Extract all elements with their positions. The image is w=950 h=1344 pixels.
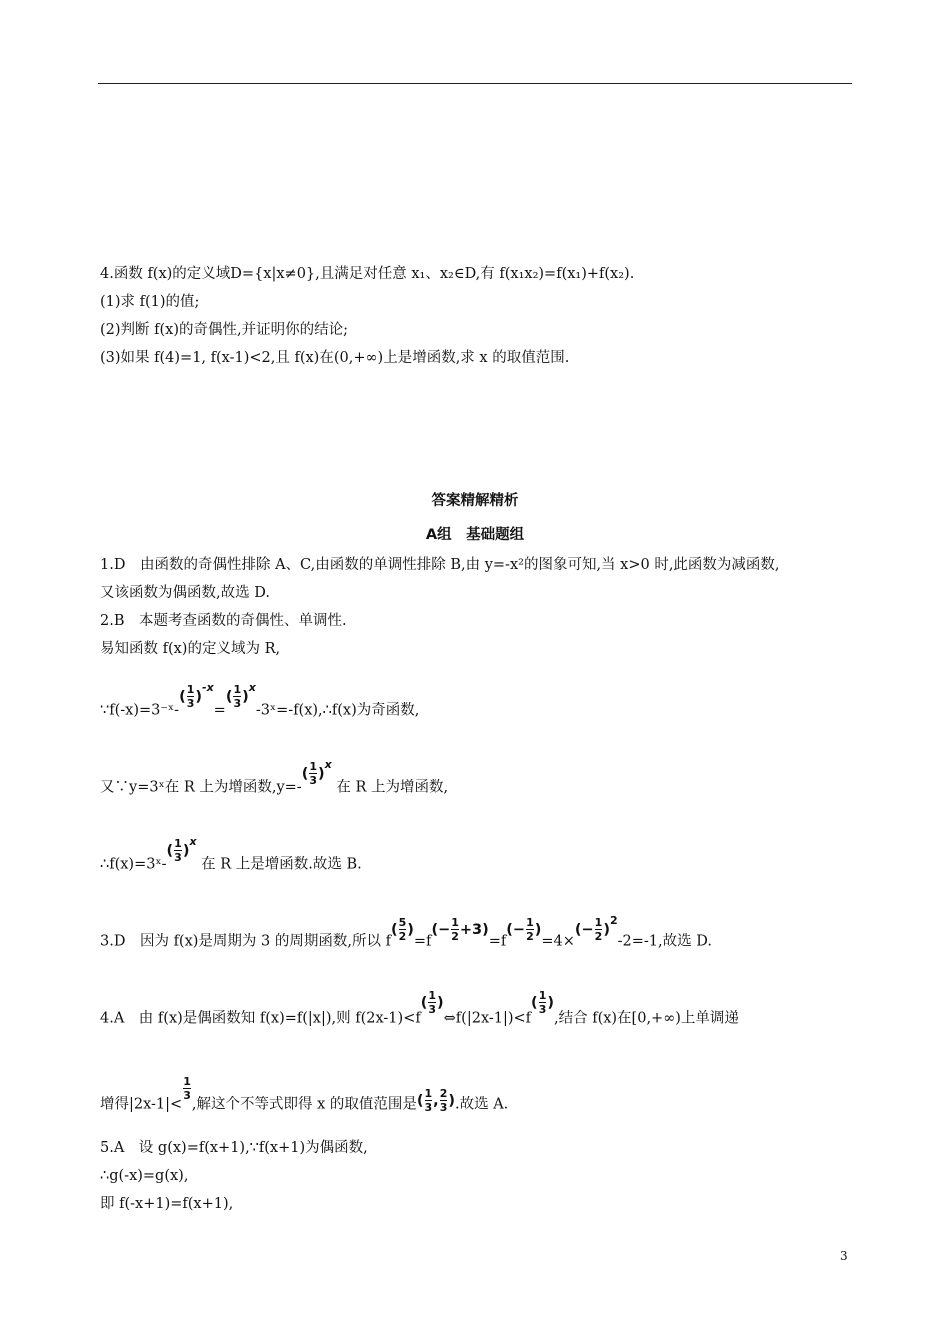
problem-4-stem: 4.函数 f(x)的定义域D={x|x≠0},且满足对任意 x₁、x₂∈D,有 f(x₁x₂)=f(x₁)+f(x₂).: [100, 266, 635, 282]
answer-5-line-2: ∴g(-x)=g(x),: [100, 1168, 189, 1184]
formula-third-pow-x: ( $\frac{1}{3}$ )$^x$: [225, 680, 256, 710]
page-number: 3: [840, 1249, 848, 1263]
formula-neg-half: (− $\frac{1}{2}$ ): [506, 916, 542, 943]
answer-4-line-1: 4.A 由 f(x)是偶函数知 f(x)=f(|x|),则 f(2x-1)<f( $\frac{1}{3}$ )⇔f(|2x-1|)<f( $\frac{1}{3}$ ),结合 f(x)在[0,+∞)上单调递: [100, 989, 739, 1027]
header-rule: [98, 83, 852, 84]
formula-third-pow-x-2: ( $\frac{1}{3}$ )$^x$: [301, 757, 332, 787]
problem-4-part-1: (1)求 f(1)的值;: [100, 294, 200, 310]
formula-one-third-2: ( $\frac{1}{3}$ ): [531, 989, 554, 1016]
formula-neg-half-squared: (− $\frac{1}{2}$ )$^2$: [574, 913, 618, 943]
answer-2-line-2: 易知函数 f(x)的定义域为 R,: [100, 641, 281, 657]
answer-1-line-1: 1.D 由函数的奇偶性排除 A、C,由函数的单调性排除 B,由 y=-x²的图象可知,当 x>0 时,此函数为减函数,: [100, 557, 780, 573]
answer-4-line-2: 增得|2x-1|< $\frac{1}{3}$ ,解这个不等式即得 x 的取值范围是( $\frac{1}{3}$ , $\frac{2}{3}$ ).故选 A.: [100, 1075, 509, 1114]
answer-2-line-5: ∴f(x)=3ˣ-( $\frac{1}{3}$ )$^x$ 在 R 上是增函数.故选 B.: [100, 834, 362, 873]
answer-3: 3.D 因为 f(x)是周期为 3 的周期函数,所以 f( $\frac{5}{2}$ )=f(− $\frac{1}{2}$ +3)=f(− $\frac{1}{2}$ )=4×(− $\frac{1}{2}$ )$^2$-2=-1,故选 D.: [100, 913, 712, 950]
problem-4-part-3: (3)如果 f(4)=1, f(x-1)<2,且 f(x)在(0,+∞)上是增函数,求 x 的取值范围.: [100, 350, 570, 366]
answer-5-line-1: 5.A 设 g(x)=f(x+1),∵f(x+1)为偶函数,: [100, 1140, 368, 1156]
formula-one-third: ( $\frac{1}{3}$ ): [420, 989, 444, 1016]
formula-third-pow-neg-x: ( $\frac{1}{3}$ )$^{-x}$: [179, 680, 214, 710]
answer-2-line-4: 又∵y=3ˣ在 R 上为增函数,y=-( $\frac{1}{3}$ )$^x$ 在 R 上为增函数,: [100, 757, 449, 796]
formula-neg-half-plus-3: (− $\frac{1}{2}$ +3): [431, 916, 489, 943]
formula-third-pow-x-3: ( $\frac{1}{3}$ )$^x$: [166, 834, 197, 864]
answer-2-line-3: ∵f(-x)=3⁻ˣ-( $\frac{1}{3}$ )$^{-x}$=( $\frac{1}{3}$ )$^x$-3ˣ=-f(x),∴f(x)为奇函数,: [100, 680, 420, 719]
answers-title: 答案精解精析: [431, 493, 519, 509]
formula-interval-third-two-thirds: ( $\frac{1}{3}$ , $\frac{2}{3}$ ): [416, 1087, 455, 1114]
group-heading: A组 基础题组: [425, 527, 525, 543]
answer-2-line-1: 2.B 本题考查函数的奇偶性、单调性.: [100, 613, 347, 629]
answer-1-line-2: 又该函数为偶函数,故选 D.: [100, 585, 270, 601]
problem-4-part-2: (2)判断 f(x)的奇偶性,并证明你的结论;: [100, 322, 348, 338]
answer-5-line-3: 即 f(-x+1)=f(x+1),: [100, 1196, 234, 1212]
formula-one-third-bare: $\frac{1}{3}$: [183, 1075, 191, 1102]
formula-five-halves: ( $\frac{5}{2}$ ): [390, 916, 414, 943]
